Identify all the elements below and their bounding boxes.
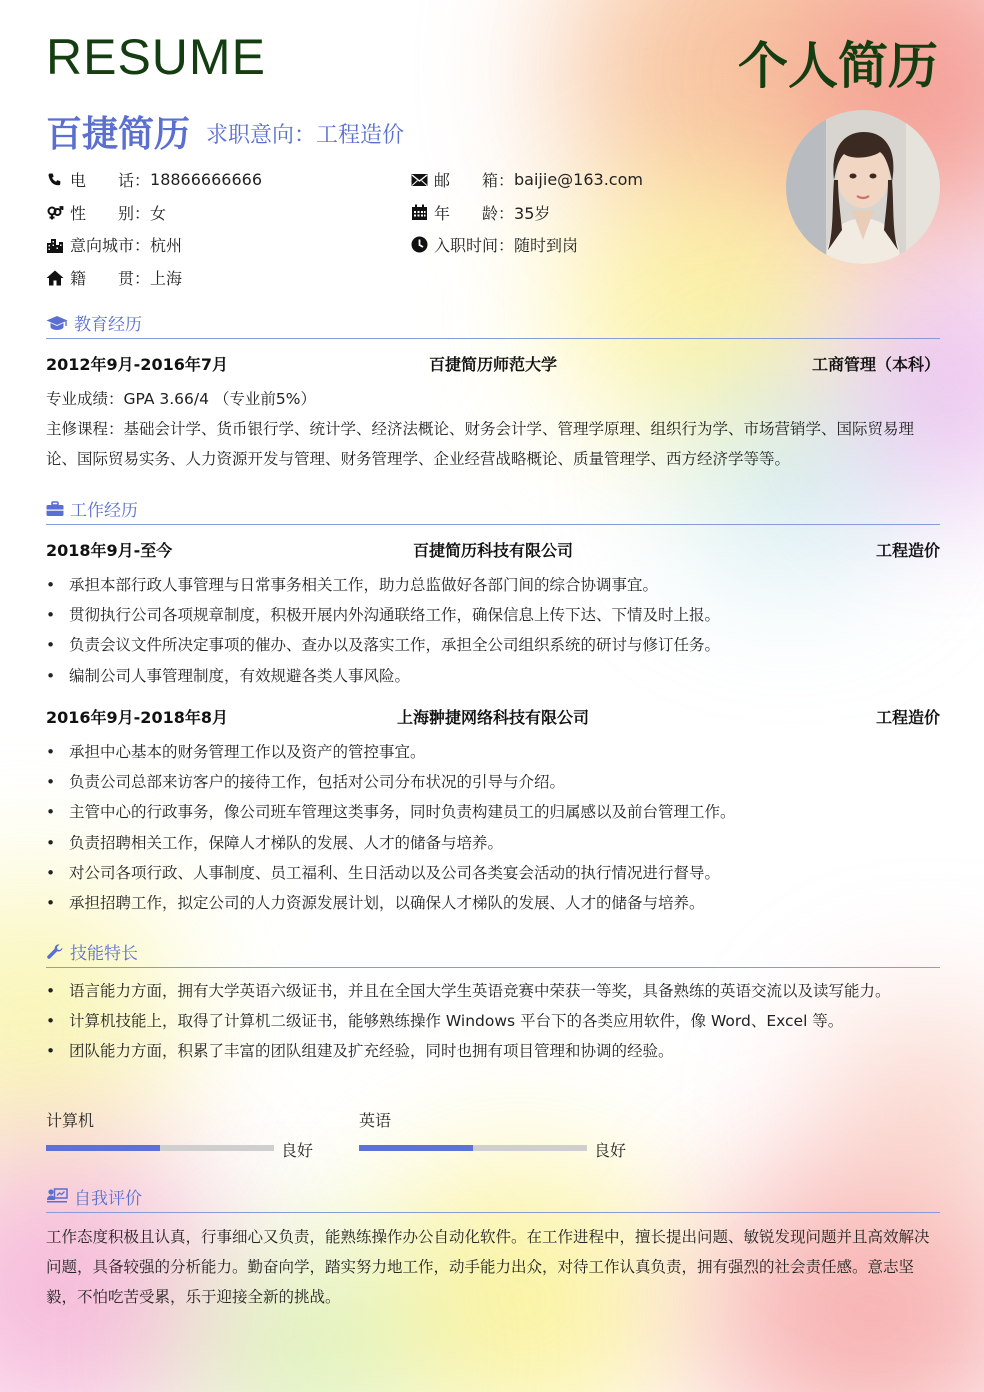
clock-icon — [410, 236, 428, 254]
mail-icon — [410, 171, 428, 189]
skills-list — [46, 976, 940, 1067]
info-start-date — [410, 233, 578, 256]
info-label: 年 龄： — [434, 204, 515, 223]
candidate-name: 百捷简历 — [46, 114, 191, 155]
skill-name: 计算机 — [46, 1111, 95, 1130]
info-label: 电 话： — [70, 171, 151, 190]
list-item: • 负责公司总部来访客户的接待工作，包括对公司分布状况的引导与介绍。 — [46, 767, 940, 797]
info-label: 性 别： — [70, 204, 151, 223]
list-item: • 贯彻执行公司各项规章制度，积极开展内外沟通联络工作，确保信息上传下达、下情及时上报。 — [46, 600, 940, 630]
phone-icon — [46, 171, 64, 189]
info-value: 女 — [150, 204, 167, 223]
presentation-icon — [46, 1188, 68, 1206]
section-skills-title — [46, 939, 138, 964]
skill-name: 英语 — [359, 1111, 392, 1130]
list-item: • 承担本部行政人事管理与日常事务相关工作，助力总监做好各部门间的综合协调事宜。 — [46, 570, 940, 600]
list-item: • 团队能力方面，积累了丰富的团队组建及扩充经验，同时也拥有项目管理和协调的经验。 — [46, 1036, 940, 1066]
work-header-2 — [46, 705, 940, 728]
section-label: 教育经历 — [74, 315, 142, 335]
section-divider — [46, 967, 940, 968]
education-header — [46, 352, 940, 375]
work-role: 工程造价 — [875, 541, 940, 560]
briefcase-icon — [46, 501, 64, 517]
profile-photo — [786, 110, 940, 264]
info-label: 入职时间： — [434, 236, 515, 255]
calendar-icon — [410, 204, 428, 222]
section-divider — [46, 1212, 940, 1213]
resume-title-en: RESUME — [46, 29, 266, 85]
gender-icon — [46, 204, 64, 222]
info-gender — [46, 201, 166, 224]
graduation-cap-icon — [46, 315, 68, 331]
list-item: • 负责会议文件所决定事项的催办、查办以及落实工作，承担全公司组织系统的研讨与修订任务。 — [46, 630, 940, 660]
section-self-title — [46, 1184, 142, 1209]
info-email — [410, 168, 643, 191]
section-work-title — [46, 496, 138, 521]
info-value: 杭州 — [150, 236, 183, 255]
info-label: 意向城市： — [70, 236, 151, 255]
skill-bar-fill — [46, 1145, 160, 1151]
list-item: • 承担中心基本的财务管理工作以及资产的管控事宜。 — [46, 737, 940, 767]
list-item: • 计算机技能上，取得了计算机二级证书，能够熟练操作 Windows 平台下的各类应用软件，像 Word、Excel 等。 — [46, 1006, 940, 1036]
section-education-title — [46, 310, 142, 335]
work-period: 2018年9月-至今 — [46, 541, 173, 560]
info-city — [46, 233, 182, 256]
skill-bar-fill — [359, 1145, 473, 1151]
education-period: 2012年9月-2016年7月 — [46, 355, 228, 374]
info-value: baijie@163.com — [514, 170, 643, 189]
work-company: 百捷简历科技有限公司 — [412, 541, 573, 560]
section-label: 技能特长 — [70, 944, 138, 964]
list-item: • 语言能力方面，拥有大学英语六级证书，并且在全国大学生英语竞赛中荣获一等奖，具备熟练的英语交流以及读写能力。 — [46, 976, 940, 1006]
work-header-1 — [46, 538, 940, 561]
work-duties-1 — [46, 570, 940, 691]
info-value: 35岁 — [514, 204, 551, 223]
list-item: • 主管中心的行政事务，像公司班车管理这类事务，同时负责构建员工的归属感以及前台管理工作。 — [46, 797, 940, 827]
info-age — [410, 201, 550, 224]
section-divider — [46, 338, 940, 339]
work-period: 2016年9月-2018年8月 — [46, 708, 228, 727]
home-icon — [46, 269, 64, 287]
education-gpa: 专业成绩：GPA 3.66/4 （专业前5%） — [46, 390, 317, 408]
info-phone — [46, 168, 262, 191]
list-item: • 对公司各项行政、人事制度、员工福利、生日活动以及公司各类宴会活动的执行情况进行督导。 — [46, 858, 940, 888]
skill-bar — [359, 1145, 587, 1151]
education-school: 百捷简历师范大学 — [428, 355, 557, 374]
list-item: • 负责招聘相关工作，保障人才梯队的发展、人才的储备与培养。 — [46, 828, 940, 858]
work-duties-2 — [46, 737, 940, 918]
resume-title-cn: 个人简历 — [738, 37, 938, 95]
section-label: 自我评价 — [74, 1189, 142, 1209]
info-label: 籍 贯： — [70, 269, 151, 288]
work-role: 工程造价 — [875, 708, 940, 727]
info-hometown — [46, 266, 182, 289]
city-icon — [46, 236, 64, 254]
education-courses: 主修课程：基础会计学、货币银行学、统计学、经济法概论、财务会计学、管理学原理、组织行为学、市场营销学、国际贸易理论、国际贸易实务、人力资源开发与管理、财务管理学、企业经营战略概论、质量管理学、西方经济学等等。 — [46, 420, 915, 468]
info-label: 邮 箱： — [434, 171, 515, 190]
work-company: 上海翀捷网络科技有限公司 — [396, 708, 589, 727]
info-value: 随时到岗 — [514, 236, 579, 255]
wrench-icon — [46, 943, 64, 961]
job-intent: 求职意向：工程造价 — [206, 123, 405, 148]
skill-bar — [46, 1145, 274, 1151]
info-value: 18866666666 — [150, 170, 262, 189]
skill-level: 良好 — [594, 1141, 627, 1160]
education-major: 工商管理（本科） — [811, 355, 940, 374]
section-label: 工作经历 — [70, 501, 138, 521]
list-item: • 编制公司人事管理制度，有效规避各类人事风险。 — [46, 661, 940, 691]
info-value: 上海 — [150, 269, 183, 288]
list-item: • 承担招聘工作，拟定公司的人力资源发展计划，以确保人才梯队的发展、人才的储备与培养。 — [46, 888, 940, 918]
section-divider — [46, 524, 940, 525]
skill-level: 良好 — [281, 1141, 314, 1160]
self-evaluation-text: 工作态度积极且认真，行事细心又负责，能熟练操作办公自动化软件。在工作进程中，擅长提出问题、敏锐发现问题并且高效解决问题，具备较强的分析能力。勤奋向学，踏实努力地工作，动手能力出众，对待工作认真负责，拥有强烈的社会责任感。意志坚毅，不怕吃苦受累，乐于迎接全新的挑战。 — [46, 1228, 930, 1306]
